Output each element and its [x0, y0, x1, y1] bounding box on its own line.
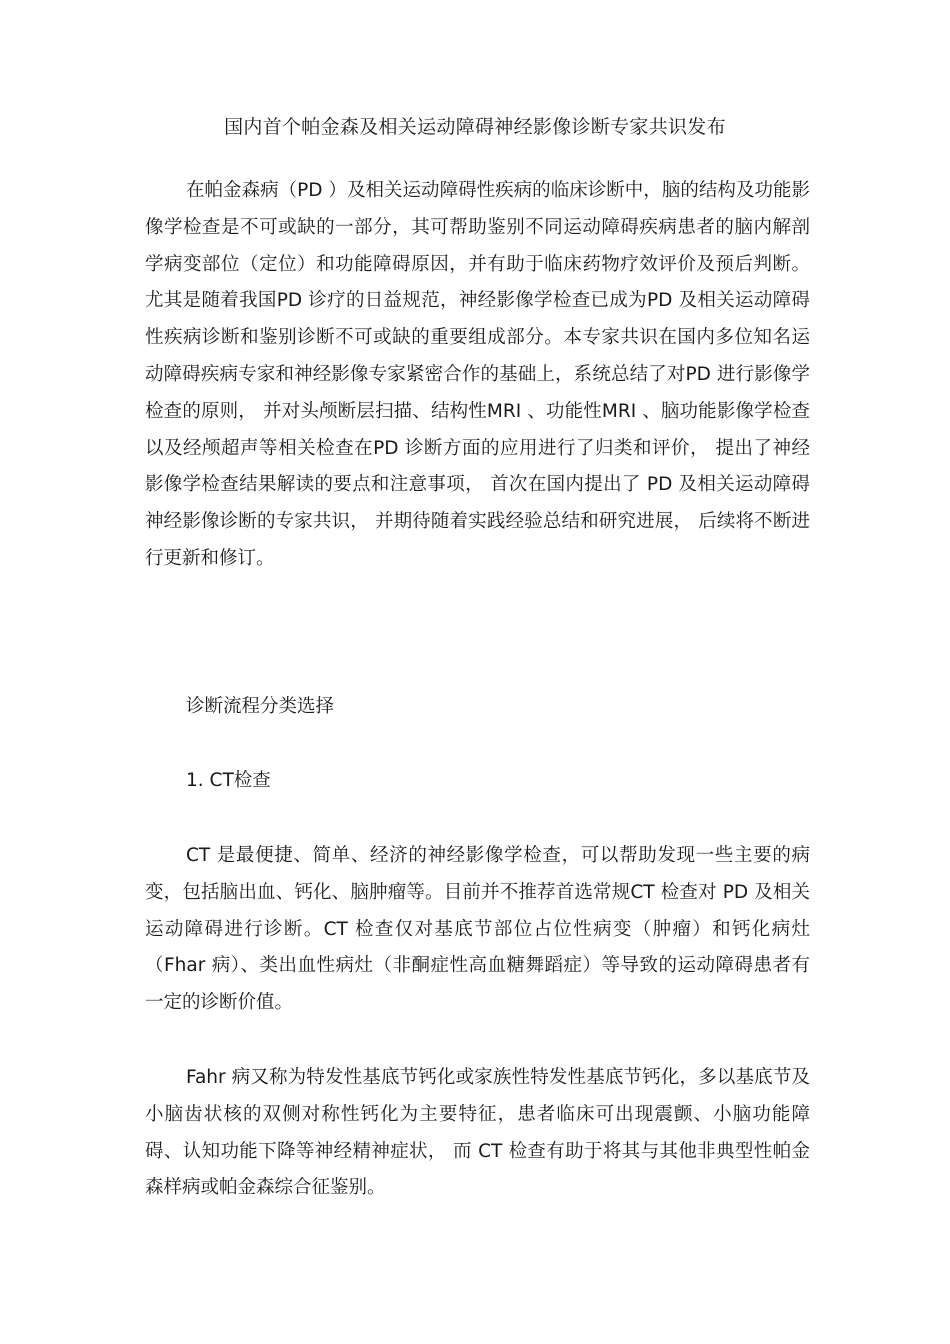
fahr-paragraph: Fahr 病又称为特发性基底节钙化或家族性特发性基底节钙化，多以基底节及小脑齿状核的双侧对称性钙化为主要特征，患者临床可出现震颤、小脑功能障碍、认知功能下降等神经精神症状， 而 CT 检查有助于将其与其他非典型性帕金森样病或帕金森综合征鉴别。 [145, 1067, 810, 1199]
document-title: 国内首个帕金森及相关运动障碍神经影像诊断专家共识发布 [224, 116, 726, 138]
section-heading: 诊断流程分类选择 [186, 696, 335, 717]
ct-paragraph: CT 是最便捷、简单、经济的神经影像学检查，可以帮助发现一些主要的病变，包括脑出血、钙化、脑肿瘤等。目前并不推荐首选常规CT 检查对 PD 及相关运动障碍进行诊断。CT 检查仅对基底节部位占位性病变（肿瘤）和钙化病灶（Fhar 病）、类出血性病灶（非酮症性高血糖舞蹈症）等导致的运动障碍患者有一定的诊断价值。 [145, 845, 810, 1014]
intro-paragraph: 在帕金森病（PD ）及相关运动障碍性疾病的临床诊断中，脑的结构及功能影像学检查是不可或缺的一部分，其可帮助鉴别不同运动障碍疾病患者的脑内解剖学病变部位（定位）和功能障碍原因，并有助于临床药物疗效评价及预后判断。尤其是随着我国PD 诊疗的日益规范，神经影像学检查已成为PD 及相关运动障碍性疾病诊断和鉴别诊断不可或缺的重要组成部分。本专家共识在国内多位知名运动障碍疾病专家和神经影像专家紧密合作的基础上，系统总结了对PD 进行影像学检查的原则， 并对头颅断层扫描、结构性MRI 、功能性MRI 、脑功能影像学检查以及经颅超声等相关检查在PD 诊断方面的应用进行了归类和评价， 提出了神经影像学检查结果解读的要点和注意事项， 首次在国内提出了 PD 及相关运动障碍神经影像诊断的专家共识， 并期待随着实践经验总结和研究进展， 后续将不断进行更新和修订。 [145, 180, 810, 569]
subsection-heading: 1. CT检查 [186, 770, 271, 791]
